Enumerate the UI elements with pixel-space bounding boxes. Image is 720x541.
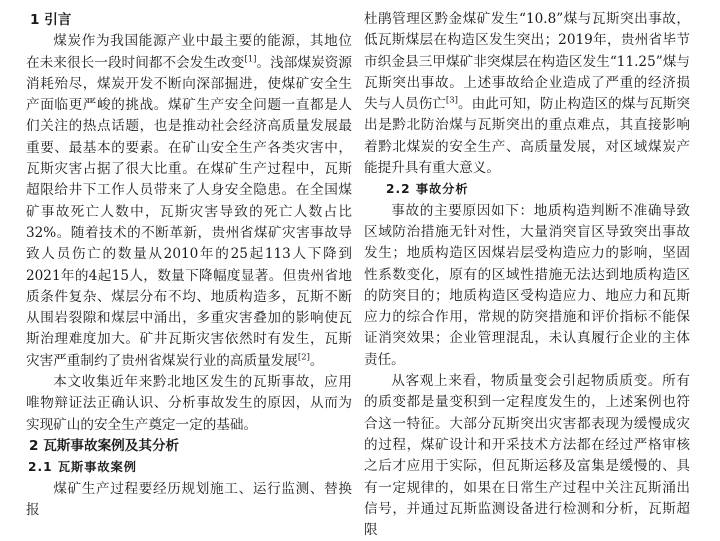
intro-paragraph-text: 煤炭作为我国能源产业中最主要的能源，其地位在未来很长一段时间都不会发生改变	[26, 33, 352, 71]
cases-paragraph-start: 煤矿生产过程要经历规划施工、运行监测、替换报	[26, 480, 352, 518]
citation-2: [2]	[297, 352, 310, 363]
section-heading-introduction: 1 引言	[30, 12, 72, 28]
right-column	[364, 9, 690, 541]
analysis-paragraph-dialectics: 从客观上来看，物质量变会引起物质质变。所有的质变都是量变积到一定程度发生的，上述案例也符合这一特征。大部分瓦斯突出灾害都表现为缓慢成灾的过程，煤矿设计和开采技术方法都在经过严格审核之后才应用于实际，但瓦斯运移及富集是缓慢的、具有一定规律的，如果在日常生产过程中关注瓦斯涌出信号，并通过瓦斯监测设备进行检测和分析，瓦斯超限	[364, 373, 690, 539]
cases-paragraph-text-b: 。由此可知，防止构造区的煤与瓦斯突出是黔北防治煤与瓦斯突出的重点难点，其直接影响着黔北煤炭的安全生产、高质量发展，对区域煤炭产能提升具有重大意义。	[364, 96, 691, 177]
citation-3: [3]	[445, 95, 458, 106]
subsection-heading-cases: 2.1 瓦斯事故案例	[28, 460, 137, 475]
intro-paragraph-end: 。	[309, 352, 324, 369]
cases-paragraph-text: 杜鹃管理区黔金煤矿发生“10.8”煤与瓦斯突出事故，低瓦斯煤层在构造区发生突出；2019年，贵州省毕节市织金县三甲煤矿非突煤层在构造区发生“11.25”煤与瓦斯突出事故。上述事故给企业造成了严重的经济损失与人员伤亡	[364, 11, 690, 113]
cases-paragraph-continued	[364, 9, 690, 179]
subsection-heading-analysis: 2.2 事故分析	[386, 182, 469, 197]
purpose-paragraph: 本文收集近年来黔北地区发生的瓦斯事故，应用唯物辩证法正确认识、分析事故发生的原因，从而为实现矿山的安全生产奠定一定的基础。	[26, 374, 352, 433]
left-column	[26, 10, 352, 521]
intro-paragraph	[26, 31, 352, 372]
intro-paragraph-text-b: 。浅部煤炭资源消耗殆尽，煤炭开发不断向深部掘进，使煤矿安全生产面临更严峻的挑战。煤矿生产安全问题一直都是人们关注的热点话题，也是推动社会经济高质量发展最重要、最基本的要素。在矿山安全生产各类灾害中，瓦斯灾害占据了很大比重。在煤矿生产过程中，瓦斯超限给井下工作人员带来了人身安全隐患。在全国煤矿事故死亡人数中，瓦斯灾害导致的死亡人数占比32%。随着技术的不断革新，贵州省煤矿灾害事故导致人员伤亡的数量从2010年的25起113人下降到2021年的4起15人，数量下降幅度显著。但贵州省地质条件复杂、煤层分布不均、地质构造多，瓦斯不断从围岩裂隙和煤层中涌出，多重灾害叠加的影响使瓦斯治理难度加大。矿井瓦斯灾害依然时有发生，瓦斯灾害严重制约了贵州省煤炭行业的高质量发展	[26, 54, 353, 369]
section-heading-cases: 2 瓦斯事故案例及其分析	[29, 437, 180, 454]
citation-1: [1]	[244, 54, 257, 65]
analysis-paragraph-causes: 事故的主要原因如下：地质构造判断不准确导致区域防治措施无针对性，大量消突盲区导致突出事故发生；地质构造区因煤岩层受构造应力的影响，坚固性系数变化，原有的区域性措施无法达到地质构造区的防突目的；地质构造区受构造应力、地应力和瓦斯应力的综合作用，常规的防突措施和评价指标不能保证消突效果；企业管理混乱，未认真履行企业的主体责任。	[364, 202, 690, 368]
